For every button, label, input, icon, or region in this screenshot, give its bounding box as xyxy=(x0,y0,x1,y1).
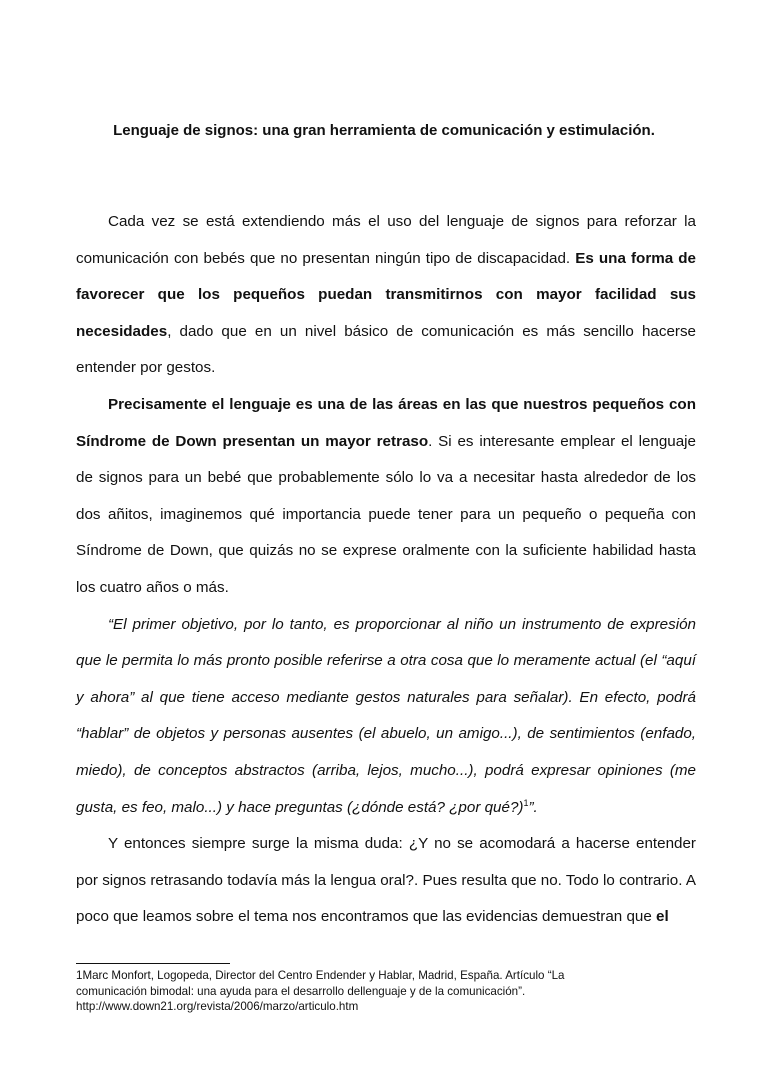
footnote-line-2: comunicación bimodal: una ayuda para el desarrollo dellenguaje y de la comunicación”. xyxy=(76,984,526,998)
paragraph-3-quote xyxy=(76,607,696,827)
document-title: Lenguaje de signos: una gran herramienta de comunicación y estimulación. xyxy=(113,122,655,139)
paragraph-4-text: Y entonces siempre surge la misma duda: ¿Y no se acomodará a hacerse entender por signos retrasando todavía más la lengua oral?. Pues resulta que no. Todo lo contrario. A poco que leamos sobre el tema nos encontramos que las evidencias demuestran que xyxy=(76,835,696,926)
paragraph-2 xyxy=(76,387,696,607)
paragraph-2-text: . Si es interesante emplear el lenguaje de signos para un bebé que probablemente sólo lo va a necesitar hasta alrededor de los dos añitos, imaginemos qué importancia puede tener para un pequeño o pequeña con Síndrome de Down, que quizás no se exprese oralmente con la suficiente habilidad hasta los cuatro años o más. xyxy=(76,432,697,596)
footnote-line-1: 1Marc Monfort, Logopeda, Director del Centro Endender y Hablar, Madrid, España. Artículo “La xyxy=(76,969,565,982)
paragraph-1-text-a: Cada vez se está extendiendo más el uso del lenguaje de signos para reforzar la comunicación con bebés que no presentan ningún tipo de discapacidad. xyxy=(76,213,696,267)
paragraph-4-bold: el xyxy=(656,908,669,926)
footnote xyxy=(76,968,696,1015)
footnote-separator xyxy=(76,963,230,964)
paragraph-2-bold: Precisamente el lenguaje es una de las áreas en las que nuestros pequeños con Síndrome de Down presentan un mayor retraso xyxy=(76,395,696,450)
paragraph-3-closing: ”. xyxy=(528,798,538,816)
document-body xyxy=(76,204,696,936)
paragraph-1 xyxy=(76,204,696,387)
footnote-url: http://www.down21.org/revista/2006/marzo/articulo.htm xyxy=(76,1000,359,1014)
paragraph-4 xyxy=(76,826,696,936)
paragraph-3-italic: “El primer objetivo, por lo tanto, es proporcionar al niño un instrumento de expresión que le permita lo más pronto posible referirse a otra cosa que lo meramente actual (el “aquí y ahora” al que tiene acceso mediante gestos naturales para señalar). En efecto, podrá “hablar” de objetos y personas ausentes (el abuelo, un amigo...), de sentimientos (enfado, miedo), de conceptos abstractos (arriba, lejos, mucho...), podrá expresar opiniones (me gusta, es feo, malo...) y hace preguntas (¿dónde está? ¿por qué?) xyxy=(76,615,696,816)
footnote-reference: 1 xyxy=(523,797,529,808)
paragraph-1-text-c: , dado que en un nivel básico de comunicación es más sencillo hacerse entender por gestos. xyxy=(76,322,696,377)
paragraph-1-bold: Es una forma de favorecer que los pequeños puedan transmitirnos con mayor facilidad sus necesidades xyxy=(76,249,696,340)
